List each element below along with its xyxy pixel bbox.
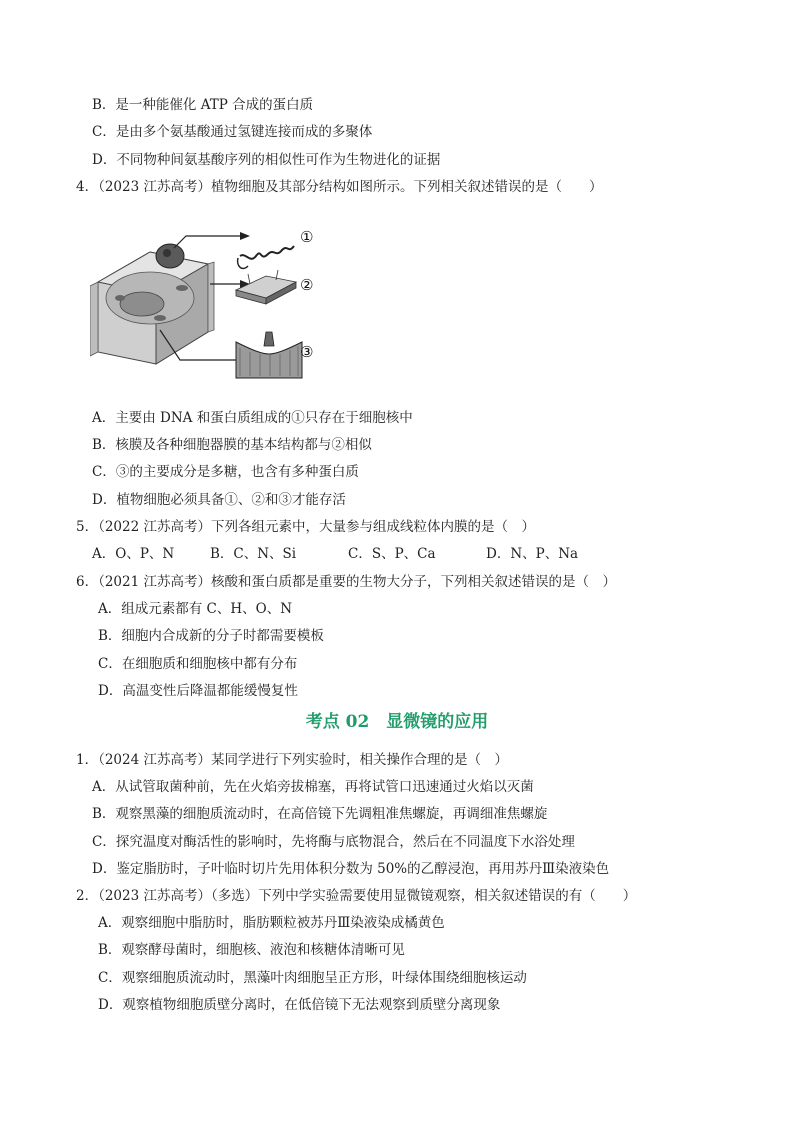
option-c: C．是由多个氨基酸通过氢键连接而成的多聚体 [92, 124, 373, 140]
nucleus-shape [156, 244, 184, 268]
section-heading: 考点 02 显微镜的应用 [305, 712, 489, 732]
options-row [92, 544, 712, 564]
option-d: D．植物细胞必须具备①、②和③才能存活 [92, 492, 346, 508]
option-d: D．鉴定脂肪时，子叶临时切片先用体积分数为 50%的乙醇浸泡，再用苏丹Ⅲ染液染色 [92, 861, 610, 877]
wall-piece-shape [236, 342, 302, 378]
option-b: B．是一种能催化 ATP 合成的蛋白质 [92, 97, 314, 113]
option-c: C．S、P、Ca [348, 546, 436, 562]
option-c: C．探究温度对酶活性的影响时，先将酶与底物混合，然后在不同温度下水浴处理 [92, 834, 575, 850]
figure-label-3: ③ [300, 343, 314, 361]
plant-cell-figure [90, 212, 330, 384]
option-a: A．从试管取菌种前，先在火焰旁拔棉塞，再将试管口迅速通过火焰以灭菌 [92, 779, 534, 795]
option-c: C．在细胞质和细胞核中都有分布 [98, 656, 298, 672]
option-b: B．C、N、Si [210, 546, 297, 562]
option-c: C．③的主要成分是多糖，也含有多种蛋白质 [92, 464, 359, 480]
option-b: B．核膜及各种细胞器膜的基本结构都与②相似 [92, 437, 372, 453]
question-stem: 1．（2024 江苏高考）某同学进行下列实验时，相关操作合理的是（ ） [76, 752, 508, 768]
option-a: A．主要由 DNA 和蛋白质组成的①只存在于细胞核中 [92, 410, 413, 426]
option-d: D．观察植物细胞质壁分离时，在低倍镜下无法观察到质壁分离现象 [98, 997, 501, 1013]
option-a: A．O、P、N [92, 546, 175, 562]
option-d: D．高温变性后降温都能缓慢复性 [98, 683, 298, 699]
chromatin-shape [240, 246, 294, 259]
question-stem: 5．（2022 江苏高考）下列各组元素中，大量参与组成线粒体内膜的是（ ） [76, 519, 535, 535]
option-c: C．观察细胞质流动时，黑藻叶肉细胞呈正方形，叶绿体围绕细胞核运动 [98, 970, 527, 986]
figure-label-2: ② [300, 276, 314, 294]
option-a: A．组成元素都有 C、H、O、N [98, 601, 293, 617]
option-d: D．N、P、Na [486, 546, 579, 562]
option-d: D．不同物种间氨基酸序列的相似性可作为生物进化的证据 [92, 152, 441, 168]
option-a: A．观察细胞中脂肪时，脂肪颗粒被苏丹Ⅲ染液染成橘黄色 [98, 915, 445, 931]
vacuole-shape [120, 292, 164, 316]
question-stem: 4．（2023 江苏高考）植物细胞及其部分结构如图所示。下列相关叙述错误的是（ ） [76, 179, 603, 195]
option-b: B．观察酵母菌时，细胞核、液泡和核糖体清晰可见 [98, 942, 405, 958]
option-b: B．观察黑藻的细胞质流动时，在高倍镜下先调粗准焦螺旋，再调细准焦螺旋 [92, 806, 548, 822]
option-b: B．细胞内合成新的分子时都需要模板 [98, 628, 324, 644]
figure-label-1: ① [300, 228, 314, 246]
plant-cell-diagram [90, 212, 330, 384]
question-stem: 6．（2021 江苏高考）核酸和蛋白质都是重要的生物大分子，下列相关叙述错误的是（ ） [76, 574, 616, 590]
question-stem: 2．（2023 江苏高考）（多选）下列中学实验需要使用显微镜观察，相关叙述错误的有（ ） [76, 888, 637, 904]
